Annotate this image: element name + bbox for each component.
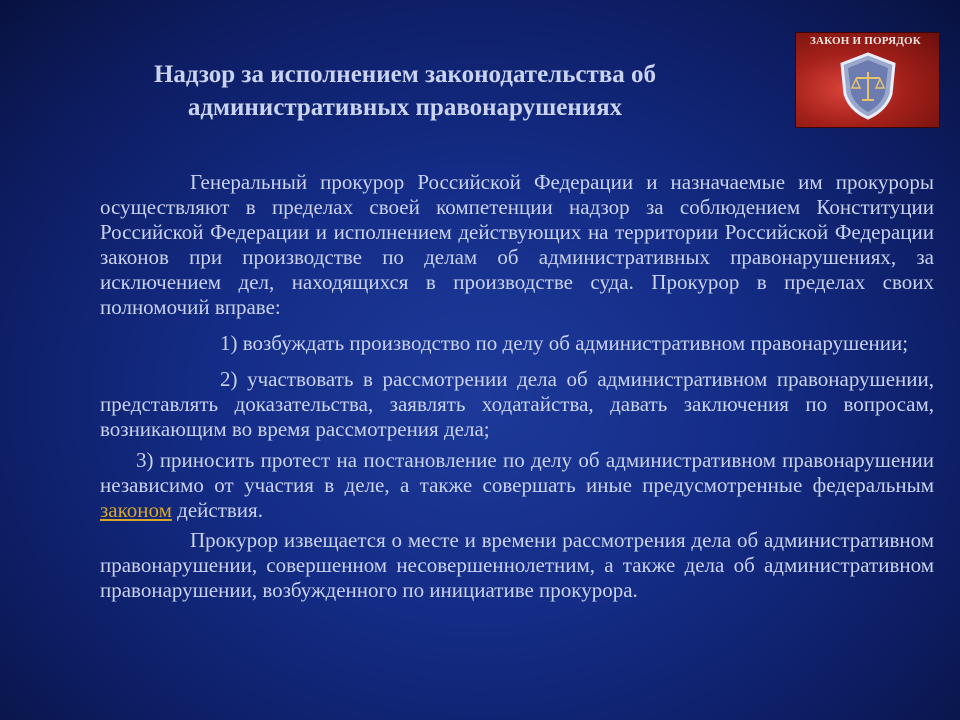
- list-item-3-text-before: 3) приносить протест на постановление по делу об административном правонарушении независимо от участия в деле, а также совершать иные предусмотренные федеральным: [100, 448, 934, 497]
- slide-title: [60, 58, 750, 124]
- slide-title-line-1: Надзор за исполнением законодательства об: [153, 61, 657, 88]
- list-item-2: 2) участвовать в рассмотрении дела об административном правонарушении, представлять доказательства, заявлять ходатайства, давать заключения по вопросам, возникающим во время рассмотрения дела;: [100, 367, 934, 441]
- shield-scales-icon: [836, 50, 900, 122]
- law-and-order-logo: [795, 32, 940, 128]
- slide-body: [100, 170, 934, 603]
- law-link[interactable]: законом: [100, 498, 172, 522]
- list-item-3: [100, 448, 934, 523]
- slide-title-line-2: административных правонарушениях: [187, 94, 623, 121]
- list-item-3-text-after: действия.: [171, 498, 263, 522]
- final-paragraph: Прокурор извещается о месте и времени рассмотрения дела об административном правонарушении, совершенном несовершеннолетним, а также дела об административном правонарушении, возбужденного по инициативе прокурора.: [100, 528, 934, 602]
- main-paragraph: Генеральный прокурор Российской Федерации и назначаемые им прокуроры осуществляют в пределах своей компетенции надзор за соблюдением Конституции Российской Федерации и исполнением действующих на территории Российской Федерации законов при производстве по делам об административных правонарушениях, за исключением дел, находящихся в производстве суда. Прокурор в пределах своих полномочий вправе:: [100, 170, 934, 319]
- list-item-1: 1) возбуждать производство по делу об административном правонарушении;: [220, 331, 909, 355]
- logo-text: ЗАКОН И ПОРЯДОК: [810, 35, 921, 47]
